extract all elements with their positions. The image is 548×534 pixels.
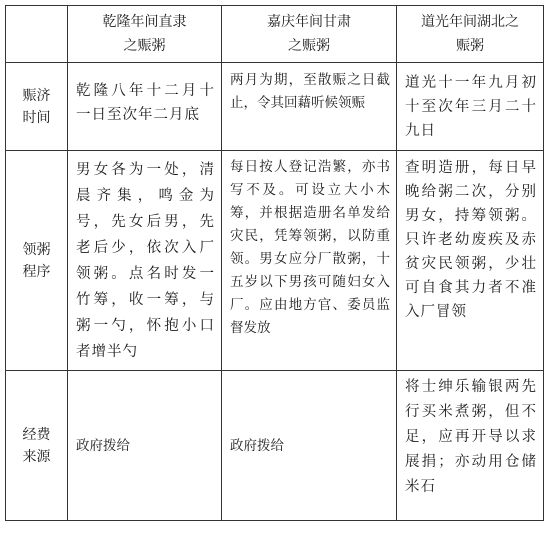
table-row-procedure (6, 151, 544, 371)
header-daoguang: 道光年间湖北之赈粥 (397, 6, 544, 63)
cell-fund-daoguang: 将士绅乐输银两先行买米煮粥，但不足，应再开导以求展捐；亦动用仓储米石 (397, 371, 544, 521)
relief-comparison-table (5, 5, 544, 521)
cell-fund-qianlong: 政府拨给 (68, 371, 222, 521)
row-label-procedure: 领粥程序 (6, 151, 68, 371)
cell-time-qianlong: 乾隆八年十二月十一日至次年二月底 (68, 63, 222, 151)
table-header-row (6, 6, 544, 63)
header-jiaqing: 嘉庆年间甘肃之赈粥 (222, 6, 397, 63)
table-row-relief-time (6, 63, 544, 151)
cell-proc-jiaqing: 每日按人登记浩繁，亦书写不及。可设立大小木筹，并根据造册名单发给灾民，凭筹领粥，以防重领。男女应分厂散粥，十五岁以下男孩可随妇女入厂。应由地方官、委员监督发放 (222, 151, 397, 371)
cell-time-daoguang: 道光十一年九月初十至次年三月二十九日 (397, 63, 544, 151)
corner-cell (6, 6, 68, 63)
header-qianlong: 乾隆年间直隶之赈粥 (68, 6, 222, 63)
table-row-funding (6, 371, 544, 521)
cell-time-jiaqing: 两月为期，至散赈之日截止，令其回藉听候领赈 (222, 63, 397, 151)
row-label-relief-time: 赈济时间 (6, 63, 68, 151)
cell-fund-jiaqing: 政府拨给 (222, 371, 397, 521)
row-label-funding: 经费来源 (6, 371, 68, 521)
cell-proc-daoguang: 查明造册，每日早晚给粥二次，分别男女，持筹领粥。只许老幼废疾及赤贫灾民领粥，少壮可自食其力者不准入厂冒领 (397, 151, 544, 371)
cell-proc-qianlong: 男女各为一处，清晨齐集，鸣金为号，先女后男，先老后少，依次入厂领粥。点名时发一竹筹，收一筹，与粥一勺，怀抱小口者增半勺 (68, 151, 222, 371)
